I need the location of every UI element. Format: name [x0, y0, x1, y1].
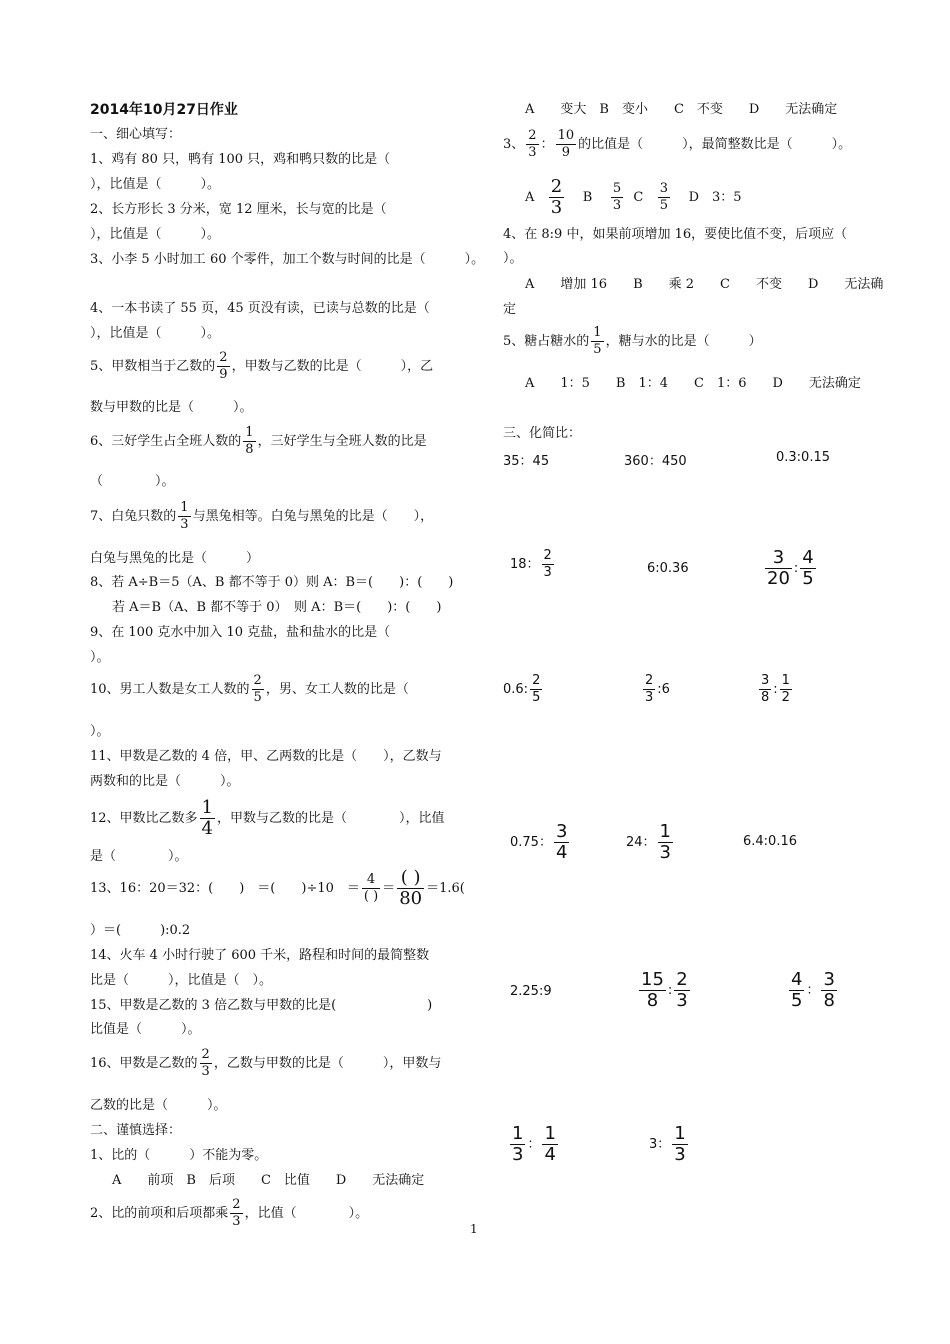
q10-line1 [90, 673, 409, 706]
q4-line2: ），比值是（ ）。 [90, 326, 221, 341]
s2-q4-options: A 增加 16 B 乘 2 C 不变 D 无法确 [525, 277, 884, 292]
q14-line2: 比是（ ），比值是（ ）。 [90, 973, 273, 988]
ratio-15-8-2-3: $\frac{15}{8}$ : $\frac{2}{3}$ [641, 969, 688, 1011]
fraction-2-3-c: $\frac{2}{3}$ [528, 128, 537, 160]
fraction-2-3: $\frac{2}{3}$ [201, 1047, 210, 1079]
q13-line2: ）＝( ):0.2 [90, 923, 191, 938]
ratio-2-3-6: $\frac{2}{3}$ :6 [645, 673, 670, 705]
opt-b: B [582, 190, 593, 205]
fraction-5-3: $\frac{5}{3}$ [612, 181, 622, 213]
q5-text-b: ，甲数与乙数的比是（ ），乙 [231, 359, 434, 374]
fraction-3-5: $\frac{3}{5}$ [659, 181, 669, 213]
q7-line1 [90, 500, 433, 533]
q12-text-a: 12、甲数比乙数多 [90, 811, 198, 826]
s2-q2-text-a: 2、比的前项和后项都乘 [90, 1206, 229, 1221]
q11-line2: 两数和的比是（ ）。 [90, 774, 240, 789]
q8-line1: 8、若 A÷B＝5（A、B 都不等于 0）则 A：B＝( )：( ) [90, 575, 454, 590]
fraction-2-9: $\frac{2}{9}$ [219, 350, 228, 382]
fraction-1-3: $\frac{1}{3}$ [180, 500, 189, 532]
q14-line1: 14、火车 4 小时行驶了 600 千米，路程和时间的最简整数 [90, 948, 430, 963]
q6-text-a: 6、三好学生占全班人数的 [90, 434, 242, 449]
ratio-6.4-0.16: 6.4:0.16 [743, 834, 797, 849]
opt-a: A [525, 190, 535, 205]
q15-line1: 15、甲数是乙数的 3 倍乙数与甲数的比是( ) [90, 998, 433, 1013]
q16-line1 [90, 1047, 441, 1080]
q16-line2: 乙数的比是（ ）。 [90, 1098, 227, 1113]
q2-line1: 2、长方形长 3 分米，宽 12 厘米，长与宽的比是（ [90, 202, 387, 217]
s2-q5-text-b: ，糖与水的比是（ ） [605, 334, 762, 349]
ratio-4-5-3-8: $\frac{4}{5}$ ： $\frac{3}{8}$ [791, 969, 835, 1011]
q5-text-a: 5、甲数相当于乙数的 [90, 359, 216, 374]
s2-q1-options: A 前项 B 后项 C 比值 D 无法确定 [112, 1173, 425, 1188]
q13-text-b: ＝ [382, 881, 396, 896]
s2-q2-options: A 变大 B 变小 C 不变 D 无法确定 [525, 102, 838, 117]
ratio-24-1-3: 24： $\frac{1}{3}$ [626, 821, 671, 863]
fraction-10-9: $\frac{10}{9}$ [557, 128, 575, 160]
page-number: 1 [470, 1222, 478, 1236]
ratio-0.75-3-4: 0.75： $\frac{3}{4}$ [510, 821, 568, 863]
q9-line2: ）。 [90, 650, 110, 665]
page-title: 2014年10月27日作业 [90, 102, 238, 118]
q8-line2: 若 A＝B（A、B 都不等于 0） 则 A：B＝( )：( ) [112, 600, 442, 615]
s2-q4-line2: ）。 [503, 251, 523, 266]
q12-text-b: ，甲数与乙数的比是（ ），比值 [217, 811, 445, 826]
ratio-0.3-0.15: 0.3:0.15 [776, 450, 830, 465]
s2-q3-line [503, 128, 851, 161]
q5-line1 [90, 350, 433, 383]
fraction-4-paren: $\frac{4}{( )}$ [363, 872, 379, 904]
s2-q5-options: A 1：5 B 1：4 C 1：6 D 无法确定 [525, 376, 861, 391]
q10-text-b: ，男、女工人数的比是（ [265, 682, 409, 697]
s2-q2-line [90, 1197, 368, 1230]
q7-text-b: 与黑兔相等。白兔与黑兔的比是（ ）， [192, 509, 434, 524]
fraction-2-3-big: $\frac{2}{3}$ [550, 176, 563, 218]
q16-text-b: ，乙数与甲数的比是（ ），甲数与 [213, 1056, 442, 1071]
q6-line2: （ ）。 [90, 474, 175, 489]
q13-text-c: ＝1.6( [426, 881, 465, 896]
ratio-2.25-9: 2.25:9 [510, 984, 552, 999]
q9-line1: 9、在 100 克水中加入 10 克盐，盐和盐水的比是（ [90, 625, 391, 640]
ratio-3-20-4-5: $\frac{3}{20}$ : $\frac{4}{5}$ [767, 547, 814, 589]
q4-line1: 4、一本书读了 55 页，45 页没有读，已读与总数的比是（ [90, 301, 430, 316]
fraction-2-5: $\frac{2}{5}$ [253, 673, 262, 705]
section1-heading: 一、细心填写： [90, 127, 182, 142]
ratio-3-8-1-2: $\frac{3}{8}$ : $\frac{1}{2}$ [761, 673, 790, 705]
q7-text-a: 7、白兔只数的 [90, 509, 177, 524]
s2-q1: 1、比的（ ）不能为零。 [90, 1148, 268, 1163]
q13-line1 [90, 868, 465, 909]
ratio-18-2-3: 18： $\frac{2}{3}$ [510, 548, 552, 580]
s2-q3-text-a: 3、 [503, 137, 525, 152]
q15-line2: 比值是（ ）。 [90, 1022, 201, 1037]
q12-line2: 是（ ）。 [90, 849, 188, 864]
q11-line1: 11、甲数是乙数的 4 倍，甲、乙两数的比是（ ），乙数与 [90, 749, 442, 764]
opt-c: C [633, 190, 644, 205]
section2-heading: 二、谨慎选择： [90, 1123, 182, 1138]
fraction-2-3-b: $\frac{2}{3}$ [232, 1197, 241, 1229]
section3-heading: 三、化简比： [503, 426, 582, 441]
q3-line: 3、小李 5 小时加工 60 个零件，加工个数与时间的比是（ ）。 [90, 252, 485, 267]
s2-q3-options [525, 177, 742, 218]
ratio-1-3-1-4: $\frac{1}{3}$ ： $\frac{1}{4}$ [512, 1123, 556, 1165]
ratio-0.6-2-5: 0.6: $\frac{2}{5}$ [503, 673, 541, 705]
q5-line2: 数与甲数的比是（ ）。 [90, 400, 253, 415]
q13-text-a: 13、16：20＝32：( ) ＝( )÷10 ＝ [90, 881, 360, 896]
q12-line1 [90, 798, 445, 839]
q1-line2: ），比值是（ ）。 [90, 177, 221, 192]
ratio-360-450: 360：450 [624, 454, 687, 469]
q10-text-a: 10、男工人数是女工人数的 [90, 682, 250, 697]
fraction-1-8: $\frac{1}{8}$ [245, 425, 254, 457]
s2-q4-line1: 4、在 8:9 中，如果前项增加 16，要使比值不变，后项应（ [503, 227, 848, 242]
fraction-1-5: $\frac{1}{5}$ [593, 325, 602, 357]
opt-d: D 3：5 [688, 190, 742, 205]
s2-q2-text-b: ，比值（ ）。 [244, 1206, 369, 1221]
q7-line2: 白兔与黑兔的比是（ ） [90, 551, 260, 566]
fraction-paren-80: $\frac{( )}{80}$ [399, 867, 423, 909]
q2-line2: ），比值是（ ）。 [90, 227, 221, 242]
q16-text-a: 16、甲数是乙数的 [90, 1056, 198, 1071]
s2-q3-text-b: ： [540, 137, 554, 152]
q6-line1 [90, 425, 427, 458]
ratio-3-1-3: 3： $\frac{1}{3}$ [649, 1123, 686, 1165]
s2-q4-line3: 定 [503, 302, 517, 317]
s2-q5-text-a: 5、糖占糖水的 [503, 334, 590, 349]
s2-q5-line [503, 325, 762, 358]
q10-line2: ）。 [90, 724, 110, 739]
fraction-1-4: $\frac{1}{4}$ [201, 797, 213, 839]
s2-q3-text-c: 的比值是（ ），最简整数比是（ ）。 [578, 137, 852, 152]
ratio-6-0.36: 6:0.36 [647, 561, 689, 576]
ratio-35-45: 35：45 [503, 454, 550, 469]
q1-line1: 1、鸡有 80 只，鸭有 100 只，鸡和鸭只数的比是（ [90, 152, 391, 167]
q6-text-b: ，三好学生与全班人数的比是 [257, 434, 427, 449]
